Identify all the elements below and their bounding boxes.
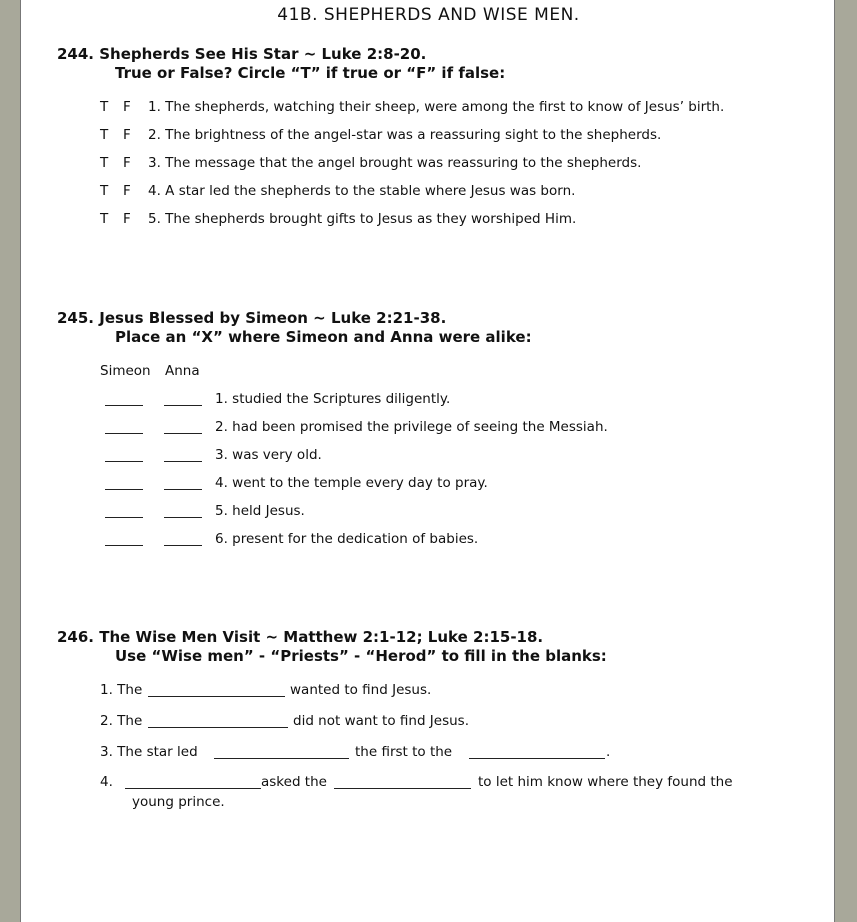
fill-in-blank[interactable] [148,715,288,728]
fill-in-blank[interactable] [214,746,349,759]
fill-in-text: wanted to find Jesus. [290,682,432,698]
true-option[interactable]: T [100,127,109,143]
anna-blank[interactable] [164,393,202,406]
anna-blank[interactable] [164,533,202,546]
compare-statement: 3. was very old. [215,447,322,463]
page-title: 41B. SHEPHERDS AND WISE MEN. [277,5,580,25]
fill-in-text: asked the [261,774,327,790]
anna-blank[interactable] [164,505,202,518]
section-244-instruction: True or False? Circle “T” if true or “F” if false: [115,64,506,82]
fill-in-blank[interactable] [469,746,605,759]
fill-in-text: . [606,744,611,760]
section-245-heading: 245. Jesus Blessed by Simeon ~ Luke 2:21-38. [57,309,447,327]
compare-statement: 2. had been promised the privilege of seeing the Messiah. [215,419,608,435]
tf-statement: 5. The shepherds brought gifts to Jesus as they worshiped Him. [148,211,577,227]
simeon-blank[interactable] [105,477,143,490]
compare-statement: 5. held Jesus. [215,503,305,519]
section-246-instruction: Use “Wise men” - “Priests” - “Herod” to fill in the blanks: [115,647,607,665]
tf-statement: 2. The brightness of the angel-star was a reassuring sight to the shepherds. [148,127,662,143]
column-header-simeon: Simeon [100,363,151,379]
fill-in-text: the first to the [355,744,453,760]
anna-blank[interactable] [164,477,202,490]
section-246-heading: 246. The Wise Men Visit ~ Matthew 2:1-12; Luke 2:15-18. [57,628,544,646]
simeon-blank[interactable] [105,505,143,518]
false-option[interactable]: F [123,183,131,199]
compare-statement: 4. went to the temple every day to pray. [215,475,488,491]
compare-statement: 1. studied the Scriptures diligently. [215,391,451,407]
false-option[interactable]: F [123,99,131,115]
true-option[interactable]: T [100,211,109,227]
section-244-heading: 244. Shepherds See His Star ~ Luke 2:8-20. [57,45,427,63]
true-option[interactable]: T [100,99,109,115]
fill-in-text: young prince. [132,794,225,810]
compare-statement: 6. present for the dedication of babies. [215,531,479,547]
worksheet-page [20,0,835,922]
fill-in-blank[interactable] [148,684,285,697]
tf-statement: 4. A star led the shepherds to the stable where Jesus was born. [148,183,576,199]
fill-in-text: 2. The [100,713,143,729]
false-option[interactable]: F [123,211,131,227]
fill-in-blank[interactable] [334,776,471,789]
tf-statement: 1. The shepherds, watching their sheep, were among the first to know of Jesus’ birth. [148,99,725,115]
fill-in-text: 1. The [100,682,143,698]
fill-in-text: 3. The star led [100,744,198,760]
anna-blank[interactable] [164,421,202,434]
anna-blank[interactable] [164,449,202,462]
column-header-anna: Anna [165,363,200,379]
simeon-blank[interactable] [105,533,143,546]
true-option[interactable]: T [100,155,109,171]
simeon-blank[interactable] [105,393,143,406]
true-option[interactable]: T [100,183,109,199]
simeon-blank[interactable] [105,449,143,462]
section-245-instruction: Place an “X” where Simeon and Anna were alike: [115,328,532,346]
fill-in-text: did not want to find Jesus. [293,713,470,729]
tf-statement: 3. The message that the angel brought was reassuring to the shepherds. [148,155,642,171]
false-option[interactable]: F [123,155,131,171]
simeon-blank[interactable] [105,421,143,434]
fill-in-blank[interactable] [125,776,261,789]
false-option[interactable]: F [123,127,131,143]
fill-in-text: 4. [100,774,113,790]
fill-in-text: to let him know where they found the [478,774,733,790]
